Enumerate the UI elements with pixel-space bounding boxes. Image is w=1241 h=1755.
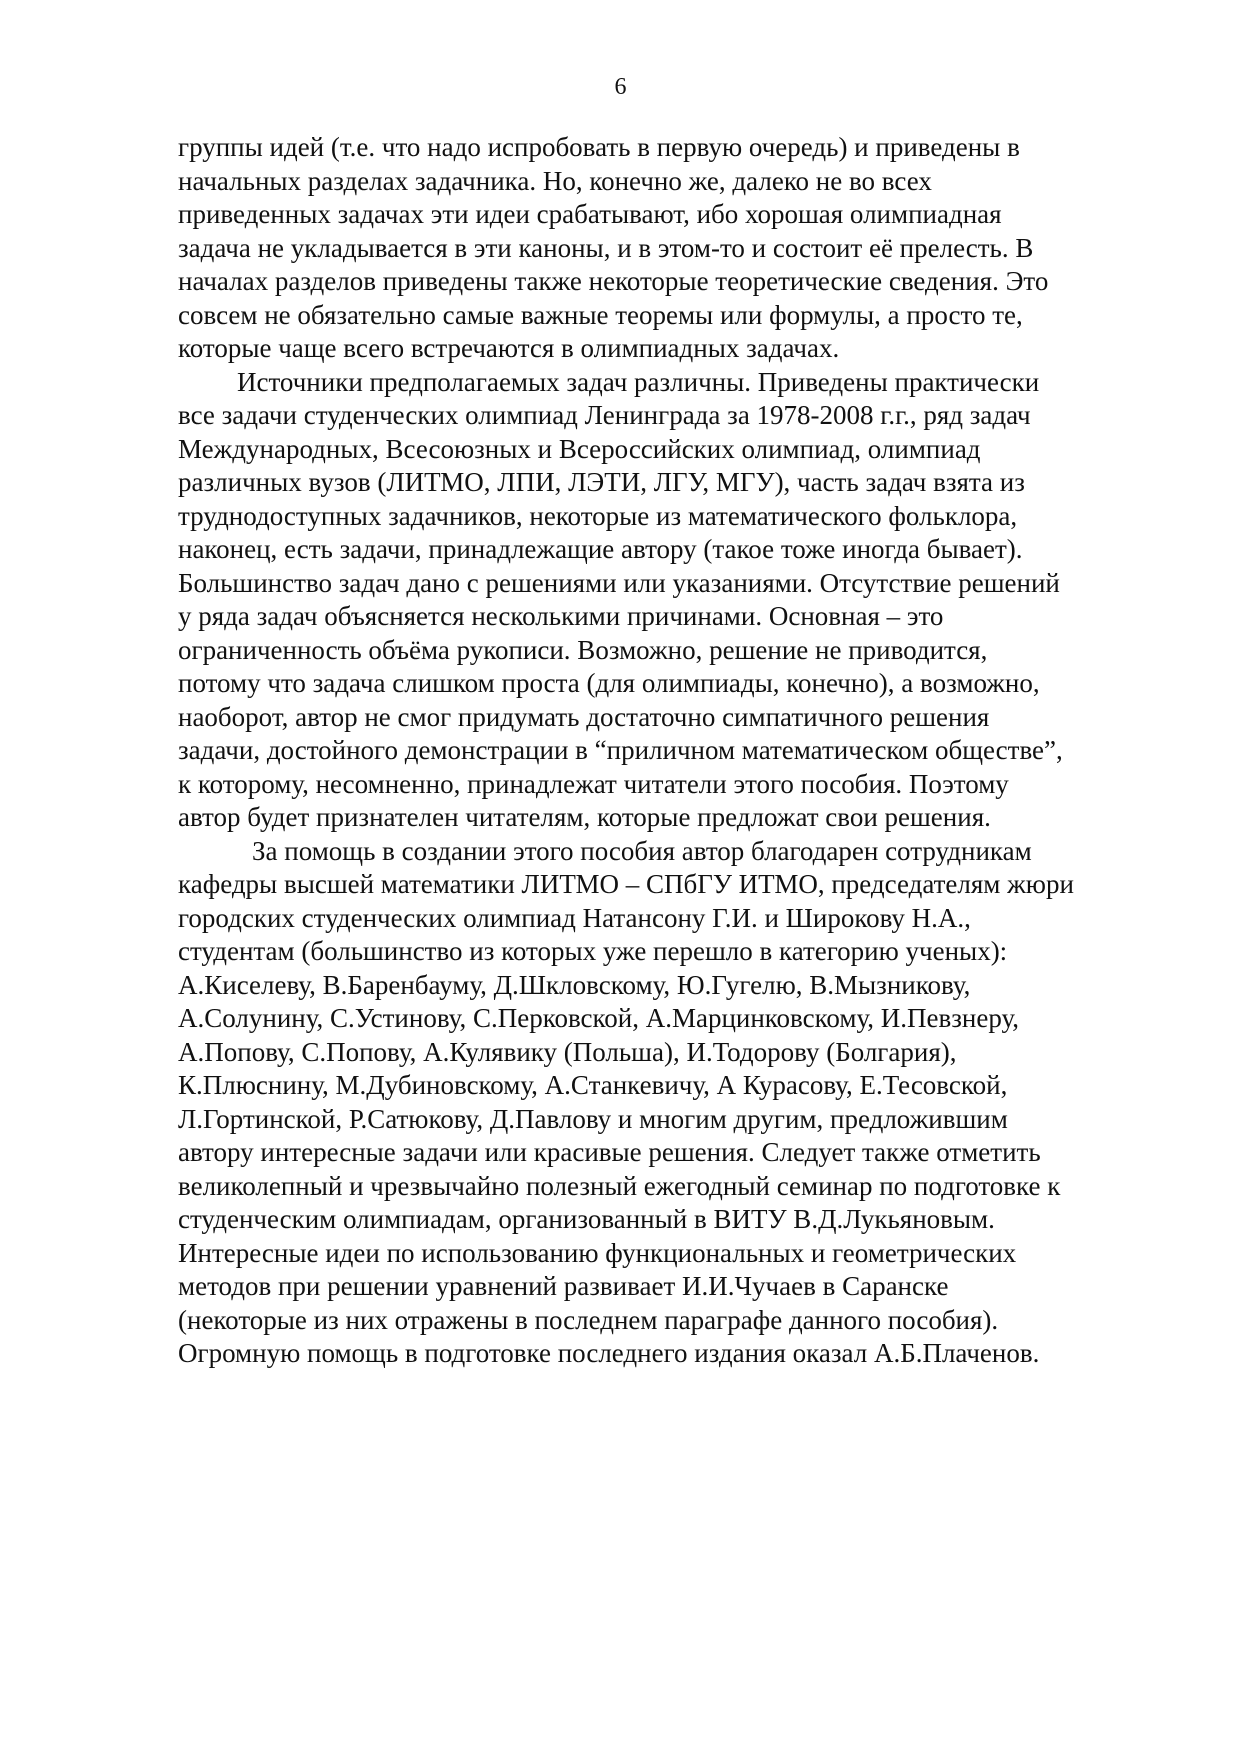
text-line: начальных разделах задачника. Но, конечно же, далеко не во всех	[178, 165, 932, 196]
text-line: (некоторые из них отражены в последнем параграфе данного пособия).	[178, 1304, 999, 1335]
text-line: А.Попову, С.Попову, А.Кулявику (Польша), И.Тодорову (Болгария),	[178, 1036, 957, 1067]
text-line: студентам (большинство из которых уже перешло в категорию ученых):	[178, 936, 1008, 966]
text-line: А.Солунину, С.Устинову, С.Перковской, А.Марцинковскому, И.Певзнеру,	[178, 1003, 1020, 1033]
text-line: наоборот, автор не смог придумать достаточно симпатичного решения	[178, 701, 990, 732]
text-line: началах разделов приведены также некоторые теоретические сведения. Это	[178, 266, 1049, 296]
text-line: Л.Гортинской, Р.Сатюкову, Д.Павлову и многим другим, предложившим	[178, 1103, 1008, 1134]
text-line: совсем не обязательно самые важные теоремы или формулы, а просто те,	[178, 299, 1023, 330]
text-line: методов при решении уравнений развивает И.И.Чучаев в Саранске	[178, 1271, 949, 1301]
paragraph-3	[178, 835, 1178, 1371]
text-line: труднодоступных задачников, некоторые из математического фольклора,	[178, 500, 1018, 531]
paragraph-2	[178, 366, 1178, 835]
text-line: потому что задача слишком проста (для олимпиады, конечно), а возможно,	[178, 668, 1040, 698]
text-line: задача не укладывается в эти каноны, и в этом-то и состоит её прелесть. В	[178, 232, 1034, 263]
text-line: у ряда задач объясняется несколькими причинами. Основная – это	[178, 601, 944, 631]
document-body	[178, 131, 1178, 1371]
text-line: Интересные идеи по использованию функциональных и геометрических	[178, 1237, 1017, 1268]
page-number: 6	[614, 74, 627, 100]
text-line: к которому, несомненно, принадлежат читатели этого пособия. Поэтому	[178, 768, 1009, 799]
text-line: приведенных задачах эти идеи срабатывают, ибо хорошая олимпиадная	[178, 199, 1002, 229]
text-line: Источники предполагаемых задач различны. Приведены практически	[237, 366, 1040, 397]
text-line: Большинство задач дано с решениями или указаниями. Отсутствие решений	[178, 567, 1060, 598]
text-line: которые чаще всего встречаются в олимпиадных задачах.	[178, 333, 840, 363]
text-line: ограниченность объёма рукописи. Возможно, решение не приводится,	[178, 634, 988, 665]
text-line: кафедры высшей математики ЛИТМО – СПбГУ ИТМО, председателям жюри	[178, 869, 1074, 899]
text-line: За помощь в создании этого пособия автор благодарен сотрудникам	[252, 835, 1032, 866]
text-line: К.Плюснину, М.Дубиновскому, А.Станкевичу, А Курасову, Е.Тесовской,	[178, 1070, 1008, 1100]
text-line: различных вузов (ЛИТМО, ЛПИ, ЛЭТИ, ЛГУ, МГУ), часть задач взята из	[178, 467, 1025, 497]
text-line: городских студенческих олимпиад Натансону Г.И. и Широкову Н.А.,	[178, 902, 971, 933]
text-line: великолепный и чрезвычайно полезный ежегодный семинар по подготовке к	[178, 1170, 1061, 1201]
text-line: все задачи студенческих олимпиад Ленинграда за 1978-2008 г.г., ряд задач	[178, 400, 1031, 430]
text-line: Международных, Всесоюзных и Всероссийских олимпиад, олимпиад	[178, 433, 981, 464]
text-line: группы идей (т.е. что надо испробовать в первую очередь) и приведены в	[178, 132, 1020, 162]
paragraph-1	[178, 131, 1178, 366]
text-line: А.Киселеву, В.Баренбауму, Д.Шкловскому, Ю.Гугелю, В.Мызникову,	[178, 969, 971, 1000]
text-line: автору интересные задачи или красивые решения. Следует также отметить	[178, 1137, 1041, 1167]
text-line: Огромную помощь в подготовке последнего издания оказал А.Б.Плаченов.	[178, 1338, 1040, 1368]
text-line: задачи, достойного демонстрации в “приличном математическом обществе”,	[178, 735, 1063, 765]
text-line: студенческим олимпиадам, организованный в ВИТУ В.Д.Лукьяновым.	[178, 1204, 995, 1234]
text-line: автор будет признателен читателям, которые предложат свои решения.	[178, 802, 991, 832]
text-line: наконец, есть задачи, принадлежащие автору (такое тоже иногда бывает).	[178, 534, 1023, 564]
